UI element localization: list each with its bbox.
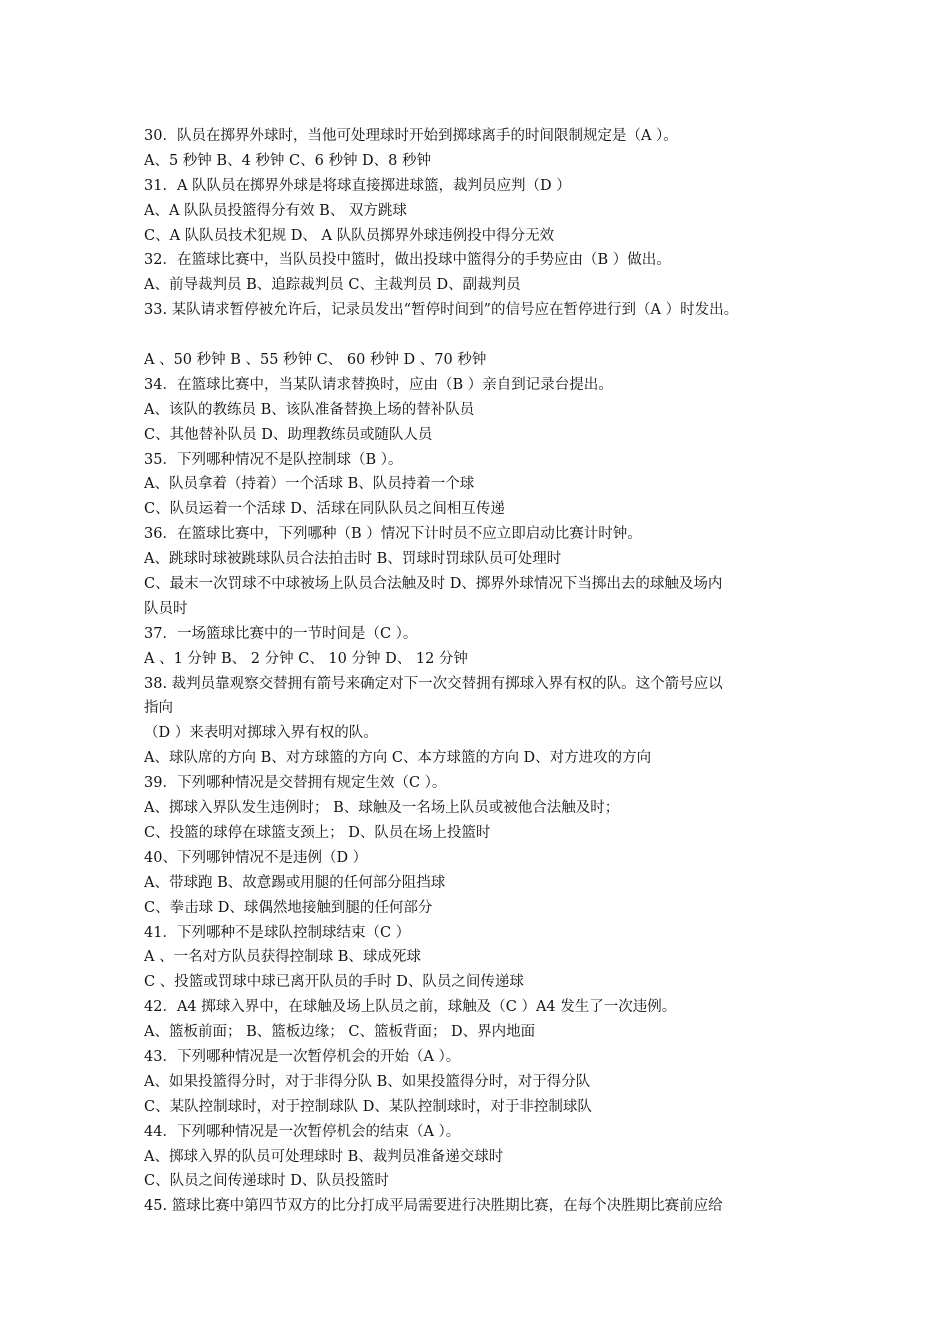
question-32: 32．在篮球比赛中，当队员投中篮时，做出投球中篮得分的手势应由（B ）做出。: [144, 252, 671, 269]
question-44: 44．下列哪种情况是一次暂停机会的结束（A ）。: [144, 1123, 461, 1140]
question-36: 36．在篮球比赛中，下列哪种（B ）情况下计时员不应立即启动比赛计时钟。: [144, 526, 642, 543]
question-36-options-ab: A、跳球时球被跳球队员合法拍击时 B、罚球时罚球队员可处理时: [144, 551, 562, 568]
question-40-options-cd: C、拳击球 D、球偶然地接触到腿的任何部分: [144, 899, 433, 916]
question-40-options-ab: A、带球跑 B、故意踢或用腿的任何部分阻挡球: [144, 874, 446, 891]
question-37-options: A 、1 分钟 B、 2 分钟 C、 10 分钟 D、 12 分钟: [144, 650, 468, 667]
question-33: 33. 某队请求暂停被允许后，记录员发出“暂停时间到”的信号应在暂停进行到（A ）时发出。: [144, 302, 739, 319]
question-30: 30．队员在掷界外球时，当他可处理球时开始到掷球离手的时间限制规定是（A ）。: [144, 128, 678, 144]
question-31: 31．A 队队员在掷界外球是将球直接掷进球篮，裁判员应判（D ）: [144, 177, 571, 194]
question-31-options-cd: C、A 队队员技术犯规 D、 A 队队员掷界外球违例投中得分无效: [144, 227, 555, 244]
question-34: 34．在篮球比赛中，当某队请求替换时，应由（B ）亲自到记录台提出。: [144, 376, 613, 393]
question-43: 43．下列哪种情况是一次暂停机会的开始（A ）。: [144, 1048, 461, 1065]
question-34-options-ab: A、该队的教练员 B、该队准备替换上场的替补队员: [144, 401, 475, 418]
question-41: 41．下列哪种不是球队控制球结束（C ）: [144, 924, 411, 941]
document-body: [144, 124, 824, 1219]
question-32-options: A、前导裁判员 B、追踪裁判员 C、主裁判员 D、副裁判员: [144, 277, 521, 294]
question-43-options-cd: C、某队控制球时，对于控制球队 D、某队控制球时，对于非控制球队: [144, 1098, 592, 1115]
question-43-options-ab: A、如果投篮得分时，对于非得分队 B、如果投篮得分时，对于得分队: [144, 1073, 591, 1090]
blank-line: [144, 323, 824, 348]
question-38-cont-1: 指向: [144, 700, 173, 717]
question-40: 40、下列哪钟情况不是违例（D ）: [144, 849, 368, 866]
question-31-options-ab: A、A 队队员投篮得分有效 B、 双方跳球: [144, 202, 407, 219]
question-36-options-cd-cont: 队员时: [144, 600, 188, 617]
question-39-options-ab: A、掷球入界队发生违例时； B、球触及一名场上队员或被他合法触及时；: [144, 800, 620, 817]
question-35-options-ab: A、队员拿着（持着）一个活球 B、队员持着一个球: [144, 476, 475, 493]
question-39: 39．下列哪种情况是交替拥有规定生效（C ）。: [144, 775, 447, 792]
question-41-options-ab: A 、一名对方队员获得控制球 B、球成死球: [144, 949, 421, 966]
question-38-options: A、球队席的方向 B、对方球篮的方向 C、本方球篮的方向 D、对方进攻的方向: [144, 750, 652, 767]
question-38: 38. 裁判员靠观察交替拥有箭号来确定对下一次交替拥有掷球入界有权的队。这个箭号应以: [144, 675, 723, 692]
question-35-options-cd: C、队员运着一个活球 D、活球在同队队员之间相互传递: [144, 501, 505, 518]
question-37: 37．一场篮球比赛中的一节时间是（C ）。: [144, 625, 418, 642]
question-45: 45. 篮球比赛中第四节双方的比分打成平局需要进行决胜期比赛，在每个决胜期比赛前应给: [144, 1198, 723, 1215]
question-39-options-cd: C、投篮的球停在球篮支颈上； D、队员在场上投篮时: [144, 824, 491, 841]
question-44-options-cd: C、队员之间传递球时 D、队员投篮时: [144, 1173, 389, 1190]
question-42: 42．A4 掷球入界中，在球触及场上队员之前，球触及（C ）A4 发生了一次违例。: [144, 999, 677, 1016]
question-33-options: A 、50 秒钟 B 、55 秒钟 C、 60 秒钟 D 、70 秒钟: [144, 352, 487, 369]
question-30-options: A、5 秒钟 B、4 秒钟 C、6 秒钟 D、8 秒钟: [144, 152, 432, 169]
question-38-cont-2: （D ）来表明对掷球入界有权的队。: [144, 725, 378, 742]
question-44-options-ab: A、掷球入界的队员可处理球时 B、裁判员准备递交球时: [144, 1148, 504, 1165]
question-42-options: A、篮板前面； B、篮板边缘； C、篮板背面； D、界内地面: [144, 1024, 536, 1041]
question-41-options-cd: C 、投篮或罚球中球已离开队员的手时 D、队员之间传递球: [144, 974, 524, 991]
question-36-options-cd: C、最末一次罚球不中球被场上队员合法触及时 D、掷界外球情况下当掷出去的球触及场内: [144, 576, 723, 593]
question-34-options-cd: C、其他替补队员 D、助理教练员或随队人员: [144, 426, 433, 443]
question-35: 35．下列哪种情况不是队控制球（B ）。: [144, 451, 403, 468]
